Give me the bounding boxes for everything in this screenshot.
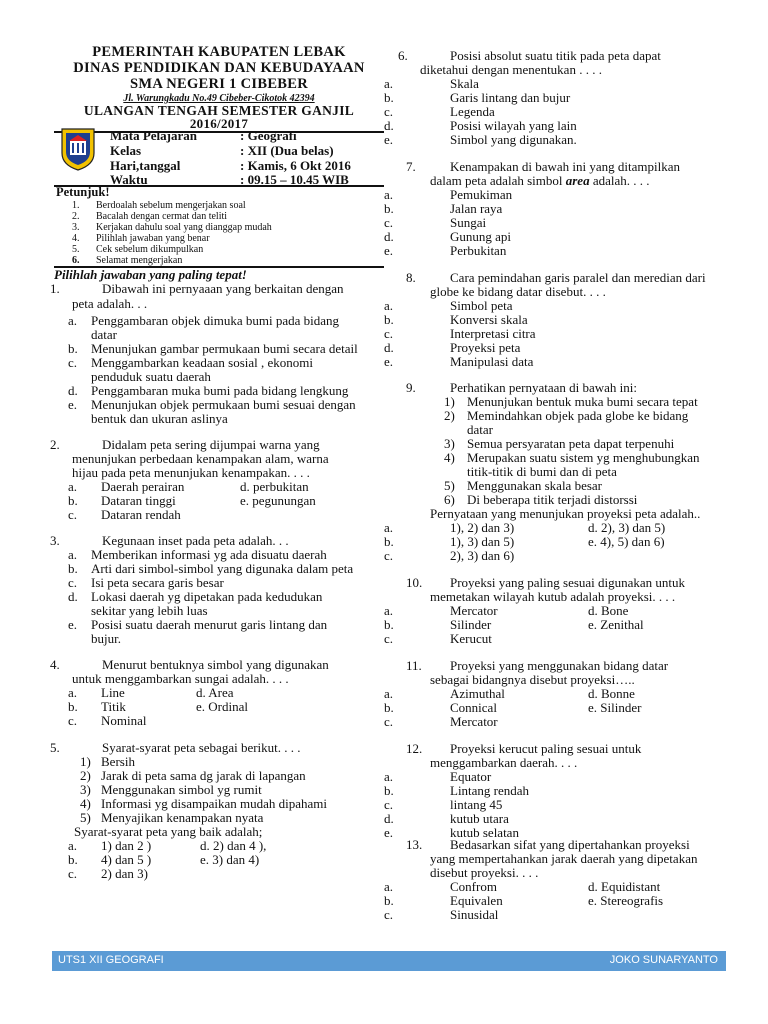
question-text-line: sekitar yang lebih luas — [91, 603, 208, 618]
question-text-line: c. — [384, 797, 394, 812]
question-text-line: Menggunakan simbol yg rumit — [101, 782, 262, 797]
question-text-line: Perbukitan — [450, 243, 507, 258]
question-text-line: Konversi skala — [450, 312, 528, 327]
question-text-line: c. — [68, 507, 78, 522]
question-text-line: 5. — [50, 740, 60, 755]
question-text-line: b. — [384, 893, 394, 908]
question-text-line: Arti dari simbol-simbol yang digunaka dalam peta — [91, 561, 354, 576]
info-value-time: : 09.15 – 10.45 WIB — [240, 172, 349, 187]
question-text-line: 3) — [444, 436, 455, 451]
header-line2: DINAS PENDIDIKAN DAN KEBUDAYAAN — [73, 60, 365, 76]
question-text-line: sebagai bidangnya disebut proyeksi….. — [430, 672, 635, 687]
question-text-line: Menunjukan gambar permukaan bumi secara detail — [91, 341, 358, 356]
question-text-line: Menunjukan objek permukaan bumi sesuai dengan — [91, 397, 356, 412]
question-text-line: b. — [384, 783, 394, 798]
question-text-line: Penggambaran objek dimuka bumi pada bidang — [91, 313, 340, 328]
question-text-line: a. — [68, 685, 78, 700]
question-text-line: 2) — [80, 768, 91, 783]
header-rule — [54, 131, 384, 133]
question-text-line: b. — [384, 312, 394, 327]
question-text-line: b. — [68, 493, 78, 508]
question-text-line: b. — [68, 561, 78, 576]
question-text-line: 2), 3) dan 6) — [450, 548, 515, 563]
question-text-line: Proyeksi yang paling sesuai digunakan untuk — [450, 575, 686, 590]
question-text-line: c. — [68, 355, 78, 370]
question-text-line: e. — [68, 617, 78, 632]
question-text-line: Azimuthal — [450, 686, 505, 701]
question-text-line: Syarat-syarat peta yang baik adalah; — [74, 824, 263, 839]
question-text-line: d. — [384, 340, 394, 355]
question-text-line: 1) — [444, 394, 455, 409]
question-text-line: yang mempertahankan jarak daerah yang dipetakan — [430, 851, 698, 866]
question-text-line: Titik — [101, 699, 126, 714]
question-text-line: Dibawah ini pernyaaan yang berkaitan dengan — [102, 281, 344, 296]
question-text-line: Simbol peta — [450, 298, 513, 313]
question-text-line: b. — [384, 534, 394, 549]
question-text-line: b. — [68, 699, 78, 714]
question-text-line: Menurut bentuknya simbol yang digunakan — [102, 657, 329, 672]
question-text-line: datar — [467, 422, 493, 437]
question-text-line: e. Ordinal — [196, 699, 248, 714]
question-text-line: Garis lintang dan bujur — [450, 90, 571, 105]
footer-left: UTS1 XII GEOGRAFI — [58, 954, 164, 966]
question-text-line: Cara pemindahan garis paralel dan meredian dari — [450, 270, 706, 285]
question-text-line: a. — [68, 313, 78, 328]
question-text-line: Memindahkan objek pada globe ke bidang — [467, 408, 689, 423]
question-text-line: 2) — [444, 408, 455, 423]
info-label-time: Waktu — [110, 172, 148, 187]
question-text-line: e. — [384, 132, 394, 147]
question-text-line: c. — [384, 326, 394, 341]
question-text-line: e. 3) dan 4) — [200, 852, 260, 867]
question-text-line: d. 2), 3) dan 5) — [588, 520, 666, 535]
question-text-line: a. — [384, 686, 394, 701]
question-text-line: c. — [384, 907, 394, 922]
question-text-line: 11. — [406, 658, 422, 673]
petunjuk-num: 2. — [72, 211, 80, 222]
question-text-line: b. — [68, 852, 78, 867]
petunjuk-num: 5. — [72, 244, 80, 255]
info-value-date: : Kamis, 6 Okt 2016 — [240, 158, 351, 173]
question-text-line: 3. — [50, 533, 60, 548]
question-text-line: b. — [68, 341, 78, 356]
question-text-line: Menggambarkan keadaan sosial , ekonomi — [91, 355, 314, 370]
question-text-line: b. — [384, 617, 394, 632]
question-text-line: penduduk suatu daerah — [91, 369, 211, 384]
question-text-line: Bersih — [101, 754, 135, 769]
question-text-line: d. perbukitan — [240, 479, 309, 494]
question-text-line: d. 2) dan 4 ), — [200, 838, 267, 853]
petunjuk-num: 1. — [72, 200, 80, 211]
question-text-line: Daerah perairan — [101, 479, 185, 494]
question-text-line: d. — [384, 229, 394, 244]
question-text-line: 4) — [80, 796, 91, 811]
question-text-line: 10. — [406, 575, 423, 590]
question-text-line: Sungai — [450, 215, 487, 230]
question-text-line: bujur. — [91, 631, 121, 646]
question-text-line: b. — [384, 700, 394, 715]
question-text-line: 2. — [50, 437, 60, 452]
question-text-line: Lokasi daerah yg dipetakan pada kedudukan — [91, 589, 323, 604]
question-text-line: c. — [384, 104, 394, 119]
question-text-line: 13. — [406, 837, 423, 852]
question-text-line: Equivalen — [450, 893, 503, 908]
question-text-line: a. — [384, 520, 394, 535]
question-text-line: a. — [384, 879, 394, 894]
question-text-line: hijau pada peta menunjukan kenampakan. . . . — [72, 465, 310, 480]
question-text-line: d. Bone — [588, 603, 629, 618]
question-text-line: d. — [384, 811, 394, 826]
info-value-class: : XII (Dua belas) — [240, 143, 334, 158]
question-text-line: Pernyataan yang menunjukan proyeksi peta adalah.. — [430, 506, 701, 521]
question-text-line: Kenampakan di bawah ini yang ditampilkan — [450, 159, 680, 174]
question-text-line: e. — [68, 397, 78, 412]
question-text-line: a. — [384, 298, 394, 313]
question-text-line: b. — [384, 201, 394, 216]
question-text-line: lintang 45 — [450, 797, 503, 812]
q7-line2 — [430, 173, 650, 189]
exam-title: ULANGAN TENGAH SEMESTER GANJIL — [83, 103, 355, 118]
footer-bar — [52, 951, 726, 971]
question-text-line: Bedasarkan sifat yang dipertahankan proyeksi — [450, 837, 690, 852]
question-text-line: a. — [384, 769, 394, 784]
info-label-class: Kelas — [110, 143, 142, 158]
question-text-line: 1. — [50, 281, 60, 296]
question-text-line: Mercator — [450, 714, 498, 729]
question-text-line: e. — [384, 354, 394, 369]
question-text-line: Lintang rendah — [450, 783, 530, 798]
q7-line2-pre: dalam peta adalah simbol — [430, 173, 566, 188]
question-text-line: 1) — [80, 754, 91, 769]
question-text-line: globe ke bidang datar disebut. . . . — [430, 284, 606, 299]
question-text-line: Posisi wilayah yang lain — [450, 118, 577, 133]
question-text-line: Memberikan informasi yg ada disuatu daerah — [91, 547, 327, 562]
question-text-line: Posisi absolut suatu titik pada peta dapat — [450, 48, 661, 63]
question-text-line: e. — [384, 825, 394, 840]
question-text-line: Legenda — [450, 104, 495, 119]
question-text-line: d. Equidistant — [588, 879, 661, 894]
petunjuk-num: 3. — [72, 222, 80, 233]
question-text-line: e. Stereografis — [588, 893, 664, 908]
info-value-subject: : Geografi — [240, 128, 297, 143]
question-text-line: Di beberapa titik terjadi distorssi — [467, 492, 638, 507]
exam-year: 2016/2017 — [189, 116, 249, 131]
question-text-line: a. — [68, 547, 78, 562]
header-line1: PEMERINTAH KABUPATEN LEBAK — [92, 44, 346, 60]
question-text-line: e. 4), 5) dan 6) — [588, 534, 665, 549]
question-text-line: 2) dan 3) — [101, 866, 148, 881]
question-text-line: d. — [68, 589, 78, 604]
question-text-line: Posisi suatu daerah menurut garis lintang dan — [91, 617, 328, 632]
question-text-line: 6. — [398, 48, 408, 63]
question-text-line: 4) dan 5 ) — [101, 852, 152, 867]
question-text-line: a. — [384, 76, 394, 91]
info-label-date: Hari,tanggal — [110, 158, 181, 173]
question-text-line: menggambarkan daerah. . . . — [430, 755, 578, 770]
question-text-line: 4. — [50, 657, 60, 672]
question-text-line: Equator — [450, 769, 492, 784]
question-text-line: Perhatikan pernyataan di bawah ini: — [450, 380, 637, 395]
question-text-line: Penggambaran muka bumi pada bidang lengkung — [91, 383, 349, 398]
petunjuk-num: 4. — [72, 233, 80, 244]
question-text-line: d. — [68, 383, 78, 398]
question-text-line: 12. — [406, 741, 423, 756]
question-text-line: Semua persyaratan peta dapat terpenuhi — [467, 436, 675, 451]
question-text-line: Proyeksi peta — [450, 340, 521, 355]
info-label-subject: Mata Pelajaran — [110, 128, 198, 143]
question-text-line: Dataran rendah — [101, 507, 181, 522]
petunjuk-item: Cek sebelum dikumpulkan — [96, 244, 204, 255]
question-text-line: a. — [384, 603, 394, 618]
question-text-line: 1), 2) dan 3) — [450, 520, 515, 535]
question-text-line: Connical — [450, 700, 497, 715]
petunjuk-title: Petunjuk! — [56, 185, 110, 199]
question-text-line: Simbol yang digunakan. — [450, 132, 577, 147]
question-text-line: peta adalah. . . — [72, 296, 148, 311]
q7-line2-post: adalah. . . . — [589, 173, 650, 188]
question-text-line: titik-titik di bumi dan di peta — [467, 464, 617, 479]
question-text-line: datar — [91, 327, 117, 342]
question-text-line: Syarat-syarat peta sebagai berikut. . . . — [102, 740, 301, 755]
question-text-line: d. Bonne — [588, 686, 635, 701]
question-text-line: Kegunaan inset pada peta adalah. . . — [102, 533, 289, 548]
question-text-line: bentuk dan ukuran aslinya — [91, 411, 228, 426]
question-text-line: 4) — [444, 450, 455, 465]
question-text-line: c. — [68, 866, 78, 881]
question-text-line: Manipulasi data — [450, 354, 534, 369]
question-text-line: Merupakan suatu sistem yg menghubungkan — [467, 450, 700, 465]
question-text-line: memetakan wilayah kutub adalah proyeksi. . . . — [430, 589, 676, 604]
petunjuk-item: Kerjakan dahulu soal yang dianggap mudah — [96, 222, 272, 233]
question-text-line: Nominal — [101, 713, 147, 728]
instruction: Pilihlah jawaban yang paling tepat! — [54, 267, 247, 282]
footer-right: JOKO SUNARYANTO — [609, 954, 718, 966]
question-text-line: Menyajikan kenampakan nyata — [101, 810, 264, 825]
question-text-line: Interpretasi citra — [450, 326, 536, 341]
header-address: Jl. Warungkadu No.49 Cibeber-Cikotok 42394 — [123, 93, 315, 104]
question-text-line: a. — [68, 479, 78, 494]
question-text-line: 8. — [406, 270, 416, 285]
question-text-line: b. — [384, 90, 394, 105]
question-text-line: Gunung api — [450, 229, 512, 244]
question-text-line: disebut proyeksi. . . . — [430, 865, 539, 880]
q7-line2-em: area — [565, 173, 590, 188]
question-text-line: a. — [68, 838, 78, 853]
question-text-line: e. pegunungan — [240, 493, 316, 508]
header-line3: SMA NEGERI 1 CIBEBER — [129, 76, 309, 92]
question-text-line: d. Area — [196, 685, 234, 700]
question-text-line: Kerucut — [450, 631, 492, 646]
question-text-line: kutub utara — [450, 811, 509, 826]
question-text-line: Sinusidal — [450, 907, 499, 922]
question-text-line: Menunjukan bentuk muka bumi secara tepat — [467, 394, 698, 409]
question-text-line: c. — [68, 575, 78, 590]
question-text-line: 5) — [80, 810, 91, 825]
question-text-line: c. — [384, 215, 394, 230]
question-text-line: Jarak di peta sama dg jarak di lapangan — [101, 768, 306, 783]
petunjuk-num: 6. — [72, 255, 80, 266]
question-text-line: Proyeksi kerucut paling sesuai untuk — [450, 741, 642, 756]
question-text-line: menunjukan perbedaan kenampakan alam, warna — [72, 451, 329, 466]
question-text-line: Skala — [450, 76, 479, 91]
petunjuk-item: Berdoalah sebelum mengerjakan soal — [96, 200, 246, 211]
question-text-line: Confrom — [450, 879, 497, 894]
question-text-line: Informasi yg disampaikan mudah dipahami — [101, 796, 328, 811]
question-text-line: Proyeksi yang menggunakan bidang datar — [450, 658, 669, 673]
petunjuk-item: Selamat mengerjakan — [96, 255, 183, 266]
question-text-line: Jalan raya — [450, 201, 503, 216]
question-text-line: 3) — [80, 782, 91, 797]
question-text-line: kutub selatan — [450, 825, 519, 840]
school-logo-icon — [58, 127, 98, 171]
petunjuk-item: Bacalah dengan cermat dan teliti — [96, 211, 228, 222]
question-text-line: Pemukiman — [450, 187, 513, 202]
question-text-line: 7. — [406, 159, 416, 174]
question-text-line: untuk menggambarkan sungai adalah. . . . — [72, 671, 289, 686]
question-text-line: Dataran tinggi — [101, 493, 176, 508]
question-text-line: diketahui dengan menentukan . . . . — [420, 62, 602, 77]
petunjuk-item: Pilihlah jawaban yang benar — [96, 233, 210, 244]
question-text-line: a. — [384, 187, 394, 202]
question-text-line: Didalam peta sering dijumpai warna yang — [102, 437, 320, 452]
question-text-line: 1) dan 2 ) — [101, 838, 152, 853]
question-text-line: c. — [384, 631, 394, 646]
question-text-line: e. — [384, 243, 394, 258]
question-text-line: c. — [68, 713, 78, 728]
question-text-line: 5) — [444, 478, 455, 493]
question-text-line: 1), 3) dan 5) — [450, 534, 515, 549]
question-text-line: Isi peta secara garis besar — [91, 575, 224, 590]
question-text-line: 9. — [406, 380, 416, 395]
question-text-line: Mercator — [450, 603, 498, 618]
question-text-line: Line — [101, 685, 125, 700]
question-text-line: Menggunakan skala besar — [467, 478, 603, 493]
question-text-line: e. Silinder — [588, 700, 642, 715]
question-text-line: Silinder — [450, 617, 492, 632]
question-text-line: c. — [384, 548, 394, 563]
question-text-line: c. — [384, 714, 394, 729]
question-text-line: d. — [384, 118, 394, 133]
question-text-line: 6) — [444, 492, 455, 507]
question-text-line: e. Zenithal — [588, 617, 644, 632]
